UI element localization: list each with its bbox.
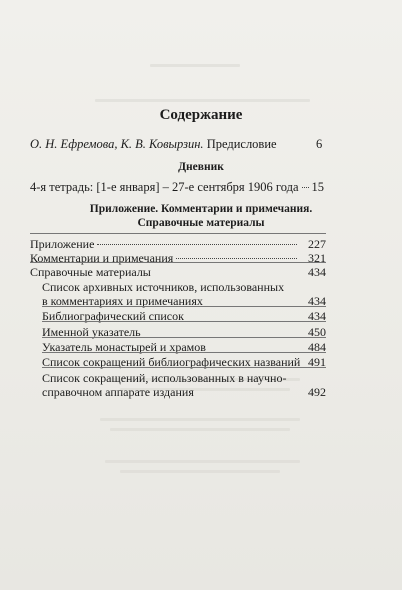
entry-page-number: 434 bbox=[308, 294, 326, 308]
entry-label: 4-я тетрадь: [1-е января] – 27-е сентября 1906 года bbox=[30, 180, 299, 194]
show-through-text bbox=[150, 64, 240, 67]
entry-page-number: 450 bbox=[308, 325, 326, 339]
section-heading-diary: Дневник bbox=[178, 161, 224, 173]
entry-page-number: 434 bbox=[308, 265, 326, 279]
toc-subentry-apparatus-abbreviations[interactable] bbox=[42, 371, 326, 399]
entry-page-number: 491 bbox=[308, 355, 326, 369]
toc-title: Содержание bbox=[159, 107, 243, 123]
entry-page-number: 492 bbox=[308, 385, 326, 399]
entry-label-line1: Список архивных источников, использованных bbox=[42, 280, 285, 294]
section-heading-appendix-line2: Справочные материалы bbox=[137, 217, 265, 229]
toc-subentry-archive-sources[interactable] bbox=[42, 280, 326, 308]
entry-label: Указатель монастырей и храмов bbox=[42, 340, 206, 354]
divider-rule bbox=[42, 367, 326, 368]
entry-label-line1: Список сокращений, использованных в научно- bbox=[42, 371, 287, 385]
entry-label-line2: справочном аппарате издания bbox=[42, 385, 194, 399]
entry-label: Приложение bbox=[30, 237, 95, 251]
dot-leader bbox=[302, 187, 309, 188]
entry-label: Именной указатель bbox=[42, 325, 141, 339]
entry-label: Комментарии и примечания bbox=[30, 251, 174, 265]
divider-rule bbox=[30, 262, 326, 263]
toc-entry-comments[interactable] bbox=[30, 251, 326, 266]
entry-label: Справочные материалы bbox=[30, 265, 151, 279]
toc-preface[interactable] bbox=[30, 137, 332, 152]
entry-page-number: 15 bbox=[311, 180, 324, 194]
entry-label: Список сокращений библиографических названий bbox=[42, 355, 301, 369]
preface-page-number: 6 bbox=[316, 137, 323, 151]
divider-rule bbox=[42, 337, 326, 338]
show-through-text bbox=[105, 460, 300, 463]
divider-rule bbox=[42, 321, 326, 322]
show-through-text bbox=[100, 418, 300, 421]
entry-page-number: 321 bbox=[308, 251, 326, 265]
show-through-text bbox=[95, 99, 310, 102]
divider-rule bbox=[42, 306, 326, 307]
show-through-text bbox=[110, 428, 290, 431]
divider-rule bbox=[42, 352, 326, 353]
toc-entry-diary[interactable] bbox=[30, 180, 324, 195]
section-heading-appendix-line1: Приложение. Комментарии и примечания. bbox=[89, 203, 313, 215]
entry-page-number: 484 bbox=[308, 340, 326, 354]
preface-authors: О. Н. Ефремова, К. В. Ковырзин. bbox=[30, 137, 204, 151]
divider-rule bbox=[30, 233, 326, 234]
entry-label-line2: в комментариях и примечаниях bbox=[42, 294, 203, 308]
toc-entry-appendix[interactable] bbox=[30, 237, 326, 252]
show-through-text bbox=[120, 470, 280, 473]
dot-leader bbox=[97, 244, 297, 245]
entry-page-number: 227 bbox=[308, 237, 326, 251]
entry-label: Библиографический список bbox=[42, 309, 184, 323]
preface-title: Предисловие bbox=[206, 137, 277, 151]
toc-entry-reference-materials[interactable] bbox=[30, 265, 326, 280]
entry-page-number: 434 bbox=[308, 309, 326, 323]
dot-leader bbox=[176, 258, 297, 259]
